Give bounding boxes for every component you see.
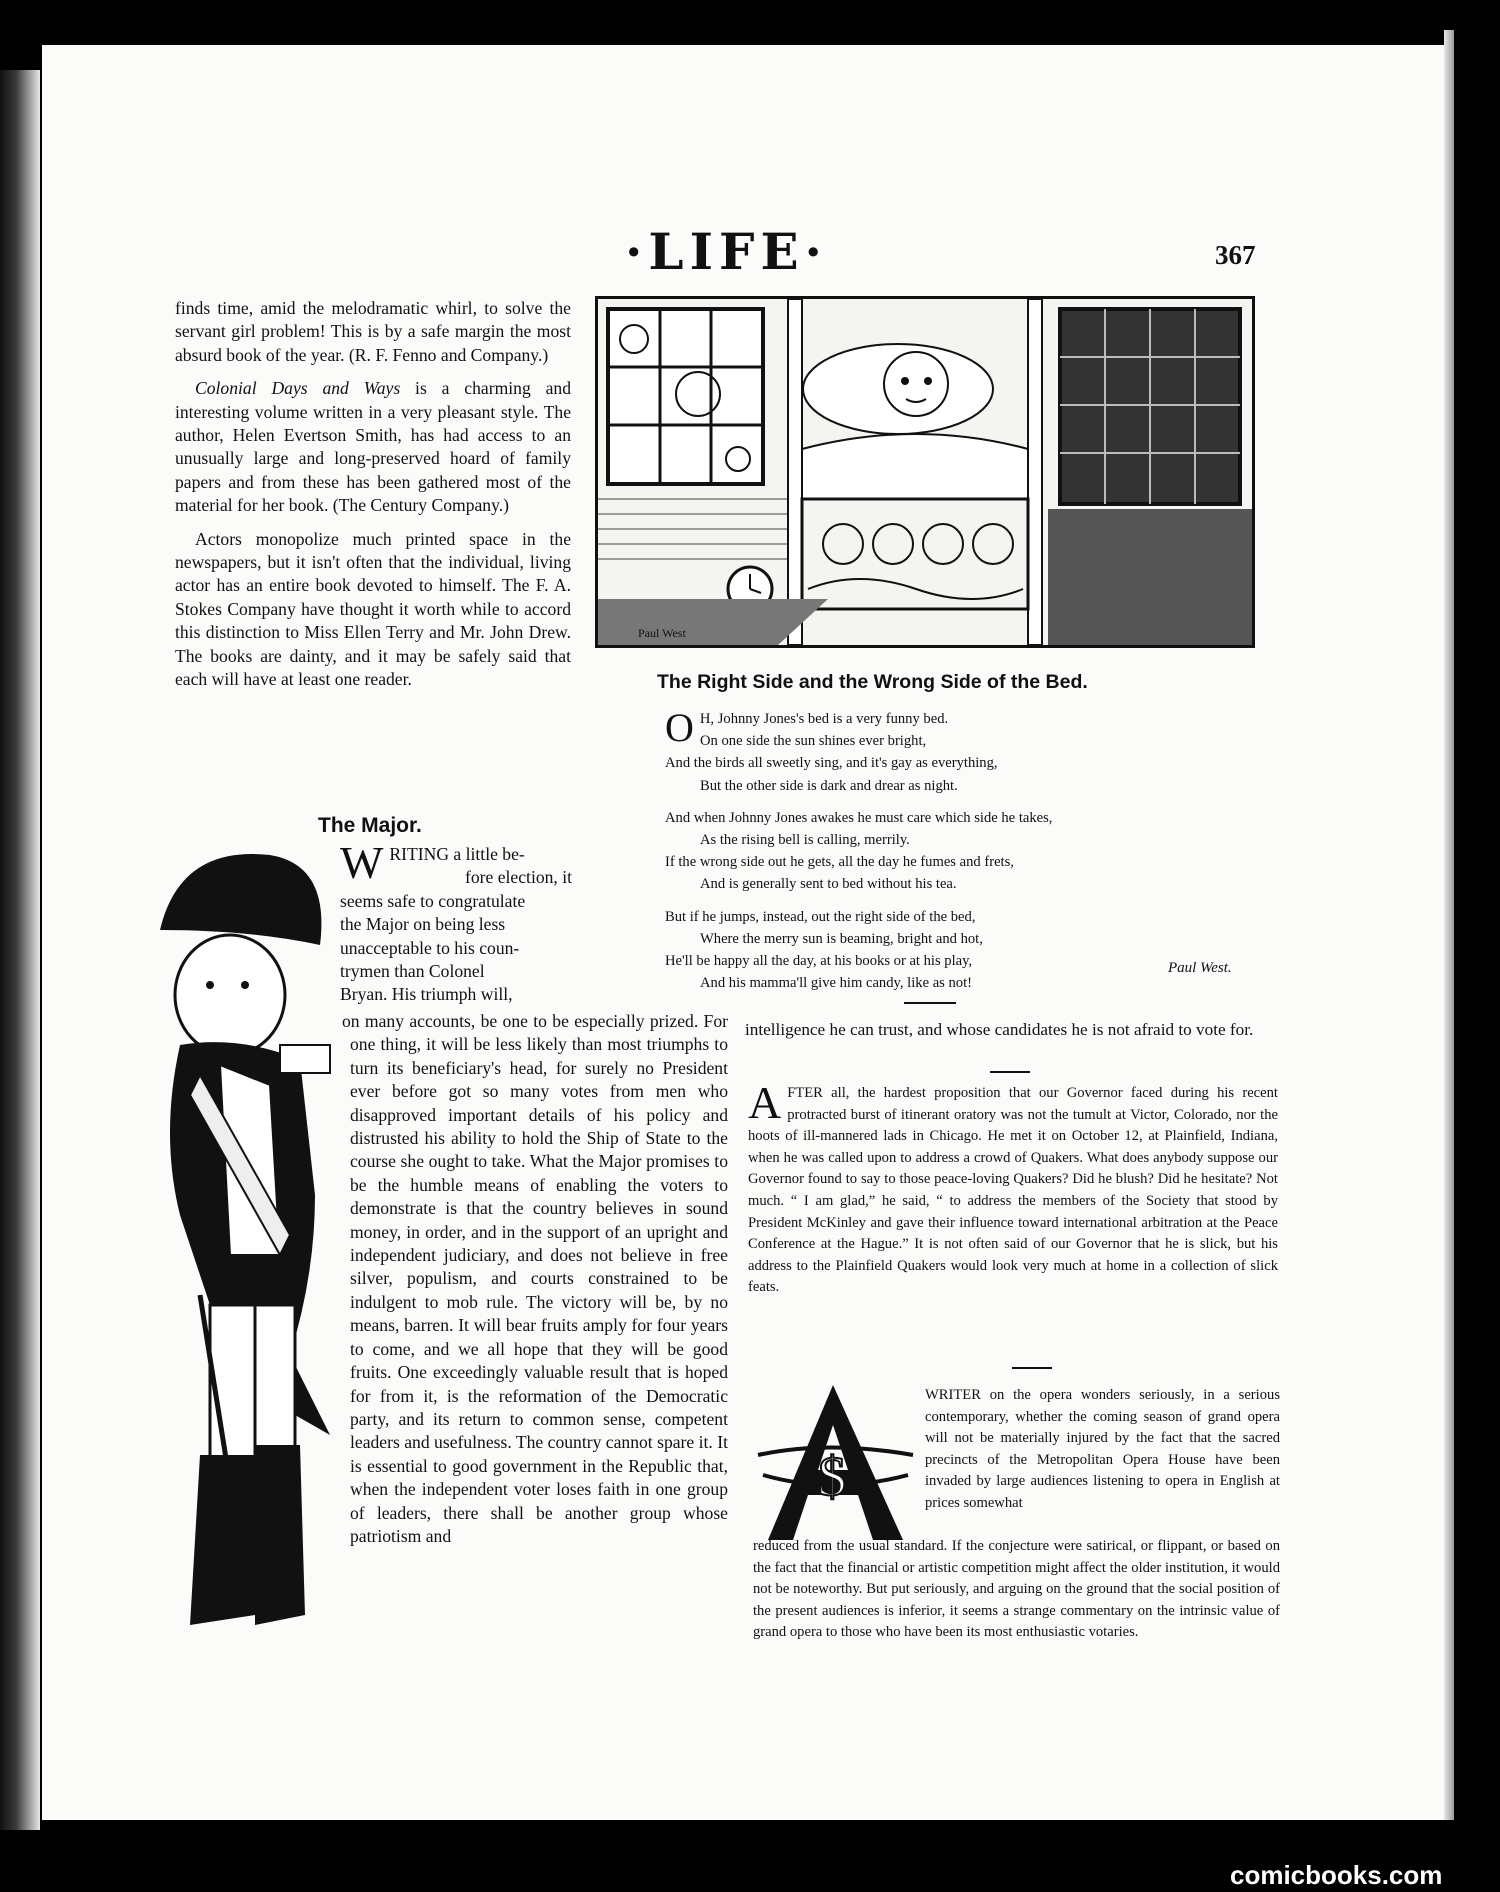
poem-line: On one side the sun shines ever bright, [700,733,927,750]
svg-text:$: $ [818,1446,846,1508]
poem-line: And his mamma'll give him candy, like as not! [700,975,973,992]
poem-line: As the rising bell is calling, merrily. [700,832,910,849]
major-line: fore election, it [465,867,572,888]
major-caricature [140,835,350,1655]
poem-line: And when Johnny Jones awakes he must care which side he takes, [665,809,1053,826]
poem-line: But if he jumps, instead, out the right side of the bed, [665,908,976,925]
major-line: unacceptable to his coun- [340,937,520,958]
left-column [175,297,571,702]
book-review-paragraph-3: Actors monopolize much printed space in the newspapers, but it isn't often that the individual, living actor has an entire book devoted to himself. The F. A. Stokes Company have thought it worth while to accord this distinction to Miss Ellen Terry and Mr. John Drew. The books are dainty, and it may be safely said that each will have at least one reader. [175,528,571,690]
page-right-edge [1444,30,1454,1820]
poem-stanza-3 [665,906,1260,995]
poem-line: Where the merry sun is beaming, bright and hot, [700,930,983,947]
major-line: the Major on being less [340,914,506,935]
decorative-initial-a [748,1380,923,1550]
bed-drawing [598,299,1252,645]
poem-line: But the other side is dark and drear as night. [700,777,958,794]
major-line: RITING a little be- [389,844,525,864]
opera-paragraph-below: reduced from the usual standard. If the conjecture were satirical, or flippant, or based on the fact that the financial or artistic competition might affect the older institution, it would not be noteworthy. But put seriously, and arguing on the ground that the social position of the present audiences is inferior, it seems a strange commentary on the intrinsic value of grand opera to those who have been its most enthusiastic votaries. [753,1538,1280,1641]
divider [990,1071,1030,1073]
poem-line: And the birds all sweetly sing, and it's gay as everything, [665,755,998,772]
page-number: 367 [1215,240,1256,270]
poem-dropcap: O [665,705,694,750]
major-line: Bryan. His triumph will, [340,984,513,1005]
poem-line: And is generally sent to bed without his tea. [700,876,957,893]
divider [904,1002,956,1004]
governor-dropcap: A [748,1077,782,1128]
opera-paragraph-beside: WRITER on the opera wonders seriously, in a serious contemporary, whether the coming season of grand opera will not be materially injured by the fact that the sacred precincts of the Metropolitan Opera House have been invaded by large audiences listening to opera in English at prices somewhat [925,1387,1280,1511]
poem-stanza-2 [665,807,1260,896]
major-line: seems safe to congratulate [340,890,526,911]
book-title: Colonial Days and Ways [195,378,401,399]
adjacent-page-edge [0,70,40,1830]
book-review-paragraph-2: Colonial Days and Ways is a charming and interesting volume written in a very pleasant style. The author, Helen Evertson Smith, has had access to an unusually large and long-preserved hoard of family papers and from these has been gathered most of the material for her book. (The Century Company.) [175,378,572,516]
bed-illustration [595,296,1255,648]
poem-stanza-1 [665,705,1260,797]
governor-paragraph: A FTER all, the hardest proposition that our Governor faced during his recent protracted burst of itinerant oratory was not the tumult at Victor, Colorado, nor the hoots of ill-mannered lads in Chicago. He met it on October 12, at Plainfield, Indiana, when he was called upon to address a crowd of Quakers. What does anybody suppose our Governor found to say to those peace-loving Quakers? Did he blush? Did he hesitate? Not much. “ I am glad,” he said, “ to address the members of the Society that stood by President McKinley and gave their influence toward international arbitration at the Peace Conference at the Hague.” It is not often said of our Governor that he is slick, but his address to the Plainfield Quakers would look very much at home in a collection of slick feats. [748,1077,1278,1296]
major-dropcap: W [340,837,384,888]
poem-line: If the wrong side out he gets, all the day he fumes and frets, [665,854,1014,871]
masthead: ·LIFE· [625,222,828,281]
divider [1012,1367,1052,1369]
poem-line: He'll be happy all the day, at his books or at his play, [665,953,973,970]
book-review-paragraph-1: finds time, amid the melodramatic whirl, to solve the servant girl problem! This is by a safe margin the most absurd book of the year. (R. F. Fenno and Company.) [175,298,571,365]
artist-signature: Paul West [638,626,686,640]
poem-author: Paul West. [1168,960,1232,976]
poem-line: H, Johnny Jones's bed is a very funny bed. [699,711,949,727]
major-title: The Major. [318,814,422,837]
watermark: comicbooks.com [1230,1860,1443,1890]
major-continued: intelligence he can trust, and whose candidates he is not afraid to vote for. [745,1020,1254,1039]
major-body: on many accounts, be one to be especially prized. For one thing, it will be less likely than most triumphs to turn its beneficiary's head, for surely no President ever before got so many votes from men who disapproved important details of his policy and distrusted his ability to hold the Ship of State to the course she ought to take. What the Major promises to be the humble means of enabling the voters to demonstrate is that the country believes in sound money, in order, and in the support of an upright and independent judiciary, and does not believe in free silver, populism, and courts constrained to be indulgent to mob rule. The victory will be, by no means, barren. It will bear fruits amply for four years to come, and we all hope that they will be good fruits. One exceedingly valuable result that is hoped for from it, is the reformation of the Democratic party, and its return to common sense, competent leaders and usefulness. The country cannot spare it. It is essential to good government in the Republic that, when the independent voter loses faith in one group of leaders, there shall be another group whose patriotism and [342,1011,728,1546]
major-line: trymen than Colonel [340,961,485,982]
major-opening [340,837,572,1007]
poem-title: The Right Side and the Wrong Side of the Bed. [657,671,1088,693]
